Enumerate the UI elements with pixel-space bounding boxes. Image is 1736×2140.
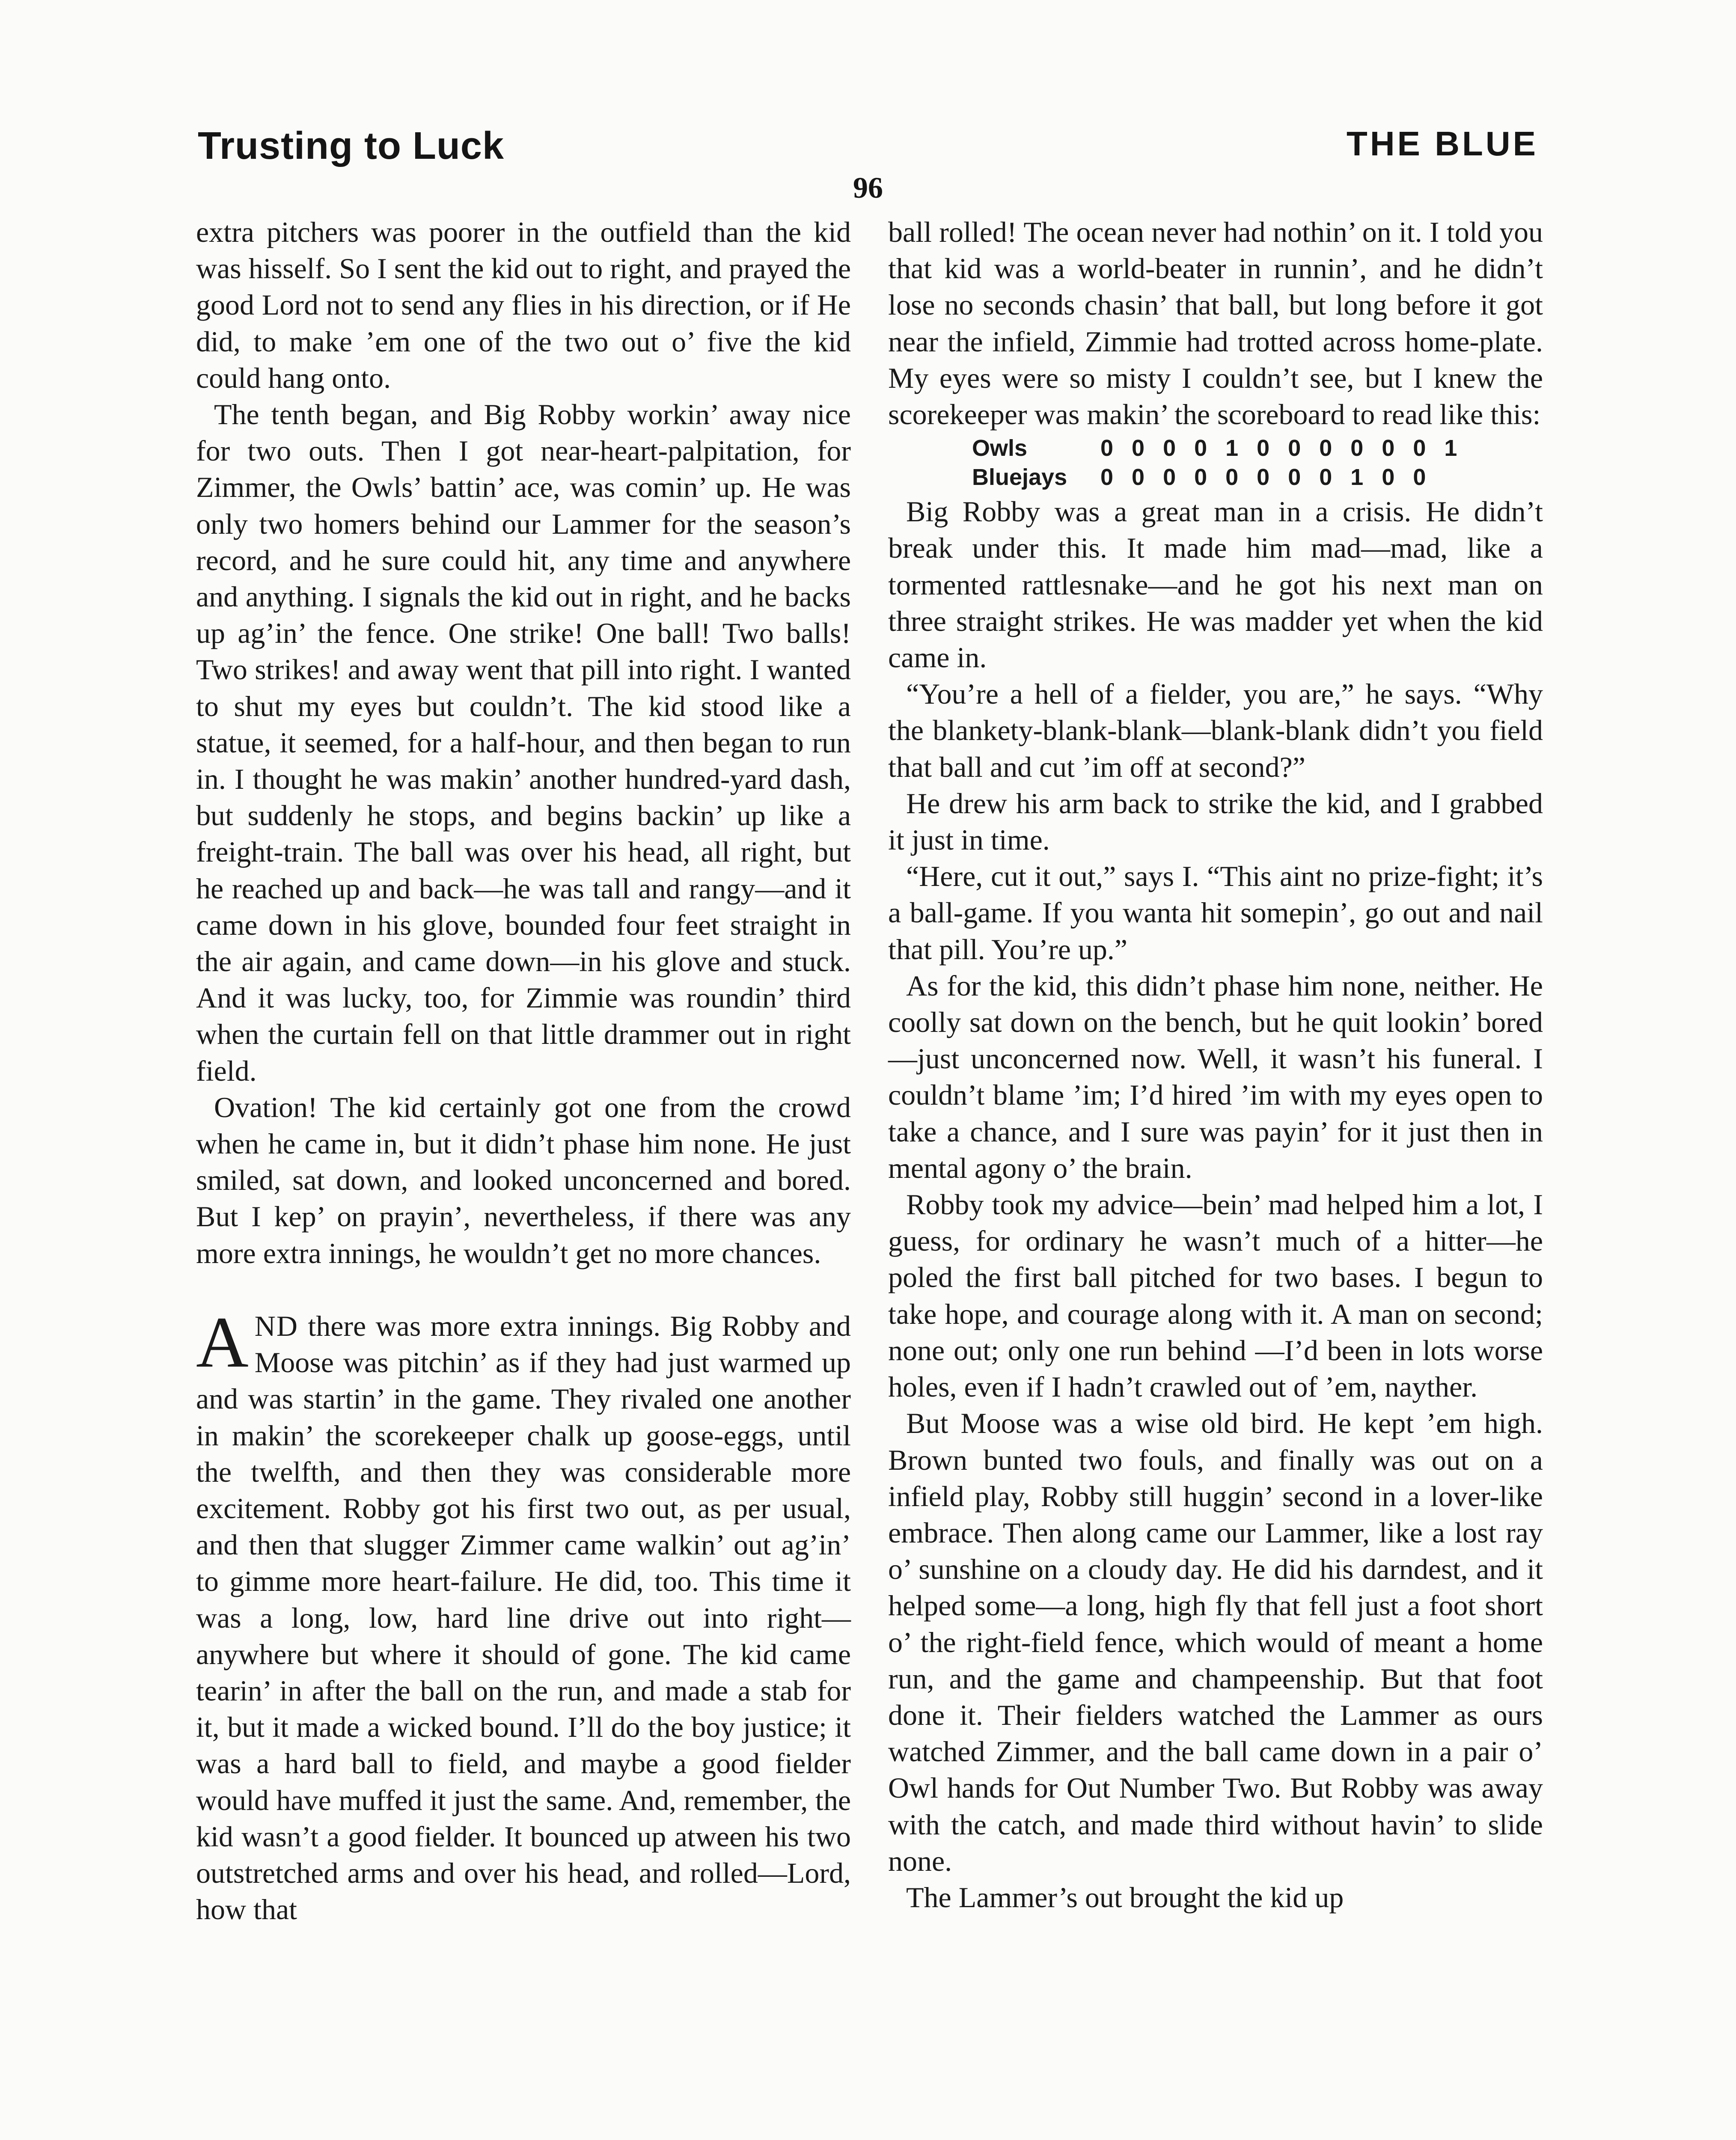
scoreboard-team: Owls [972,435,1028,461]
paragraph: As for the kid, this didn’t phase him none, neither. He coolly sat down on the bench, but he quit lookin’ bored—just unconcerned now. Well, it wasn’t his funeral. I couldn’t blame ’im; I’d hired ’im with my eyes open to take a chance, and I sure was payin’ for it just then in mental agony o’ the brain. [888,969,1543,1184]
paragraph: Big Robby was a great man in a crisis. He didn’t break under this. It made him mad—mad, like a tormented rattlesnake—and he got his next man on three straight strikes. He was madder yet when the kid came in. [888,495,1543,674]
paragraph-text: there was more extra innings. Big Robby and Moose was pitchin’ as if they had just warmed up and was startin’ in the game. They rivaled one another in makin’ the scorekeeper chalk up goose-eggs, until the twelfth, and then they was considerable more excitement. Robby got his first two out, as per usual, and then that slugger Zimmer came walkin’ out ag’in’ to gimme more heart-failure. He did, too. This time it was a long, low, hard line drive out into right—anywhere but where it should of gone. The kid came tearin’ in after the ball on the run, and made a stab for it, but it made a wicked bound. I’ll do the boy justice; it was a hard ball to field, and maybe a good fielder would have muffed it just the same. And, remember, the kid wasn’t a good fielder. It bounced up atween his two outstretched arms and over his head, and rolled—Lord, how that [196,1309,851,1926]
left-text-column [196,214,851,1928]
scoreboard [972,434,1543,492]
scoreboard-row [972,434,1543,463]
section-start-paragraph [196,1302,851,1928]
paragraph: Ovation! The kid certainly got one from the crowd when he came in, but it didn’t phase him none. He just smiled, sat down, and looked unconcerned and bored. But I kep’ on prayin’, nevertheless, if there was any more extra innings, he wouldn’t get no more chances. [196,1091,851,1269]
paragraph: “You’re a hell of a fielder, you are,” he says. “Why the blankety-blank-blank—blank-blank didn’t you field that ball and cut ’im off at second?” [888,678,1543,783]
story-title: Trusting to Luck [198,125,505,167]
right-text-column [888,214,1543,1916]
paragraph: The tenth began, and Big Robby workin’ away nice for two outs. Then I got near-heart-palpitation, for Zimmer, the Owls’ battin’ ace, was comin’ up. He was only two homers behind our Lammer for the season’s record, and he sure could hit, any time and anywhere and anything. I signals the kid out in right, and he backs up ag’in’ the fence. One strike! One ball! Two balls! Two strikes! and away went that pill into right. I wanted to shut my eyes but couldn’t. The kid stood like a statue, it seemed, for a half-hour, and then began to run in. I thought he was makin’ another hundred-yard dash, but suddenly he stops, and begins backin’ up like a freight-train. The ball was over his head, all right, but he reached up and back—he was tall and rangy—and it came down in his glove, bounded four feet straight in the air again, and came down—in his glove and stuck. And it was lucky, too, for Zimmie was roundin’ third when the curtain fell on that little drammer out in right field. [196,398,851,1087]
scoreboard-row [972,463,1543,492]
paragraph: The Lammer’s out brought the kid up [906,1881,1344,1914]
paragraph: “Here, cut it out,” says I. “This aint no prize-fight; it’s a ball-game. If you wanta hit somepin’, go out and nail that pill. You’re up.” [888,860,1543,966]
small-caps-lead: ND [254,1309,298,1342]
paragraph: But Moose was a wise old bird. He kept ’em high. Brown bunted two fouls, and finally was out on a infield play, Robby still huggin’ second in a lover-like embrace. Then along came our Lammer, like a lost ray o’ sunshine on a cloudy day. He did his darndest, and it helped some—a long, high fly that fell just a foot short o’ the right-field fence, which would of meant a home run, and the game and champeenship. But that foot done it. Their fielders watched the Lammer as ours watched Zimmer, and the ball came down in a pair o’ Owl hands for Out Number Two. But Robby was away with the catch, and made third without havin’ to slide none. [888,1407,1543,1877]
scoreboard-team: Bluejays [972,464,1067,490]
magazine-name: THE BLUE [1347,125,1538,163]
paragraph: Robby took my advice—bein’ mad helped him a lot, I guess, for ordinary he wasn’t much of a hitter—he poled the first ball pitched for two bases. I begun to take hope, and courage along with it. A man on second; none out; only one run behind —I’d been in lots worse holes, even if I hadn’t crawled out of ’em, nayther. [888,1188,1543,1403]
scoreboard-innings: 0 0 0 0 0 0 0 0 1 0 0 [1100,464,1432,490]
drop-cap: A [196,1302,249,1382]
scoreboard-innings: 0 0 0 0 1 0 0 0 0 0 0 1 [1100,435,1463,461]
paragraph: ball rolled! The ocean never had nothin’ on it. I told you that kid was a world-beater in runnin’, and he didn’t lose no seconds chasin’ that ball, but long before it got near the infield, Zimmie had trotted across home-plate. My eyes were so misty I couldn’t see, but I knew the scorekeeper was makin’ the scoreboard to read like this: [888,216,1543,431]
paragraph: extra pitchers was poorer in the outfield than the kid was hisself. So I sent the kid out to right, and prayed the good Lord not to send any flies in his direction, or if He did, to make ’em one of the two out o’ five the kid could hang onto. [196,216,851,394]
paragraph: He drew his arm back to strike the kid, and I grabbed it just in time. [888,787,1543,856]
page-number: 96 [853,172,883,205]
